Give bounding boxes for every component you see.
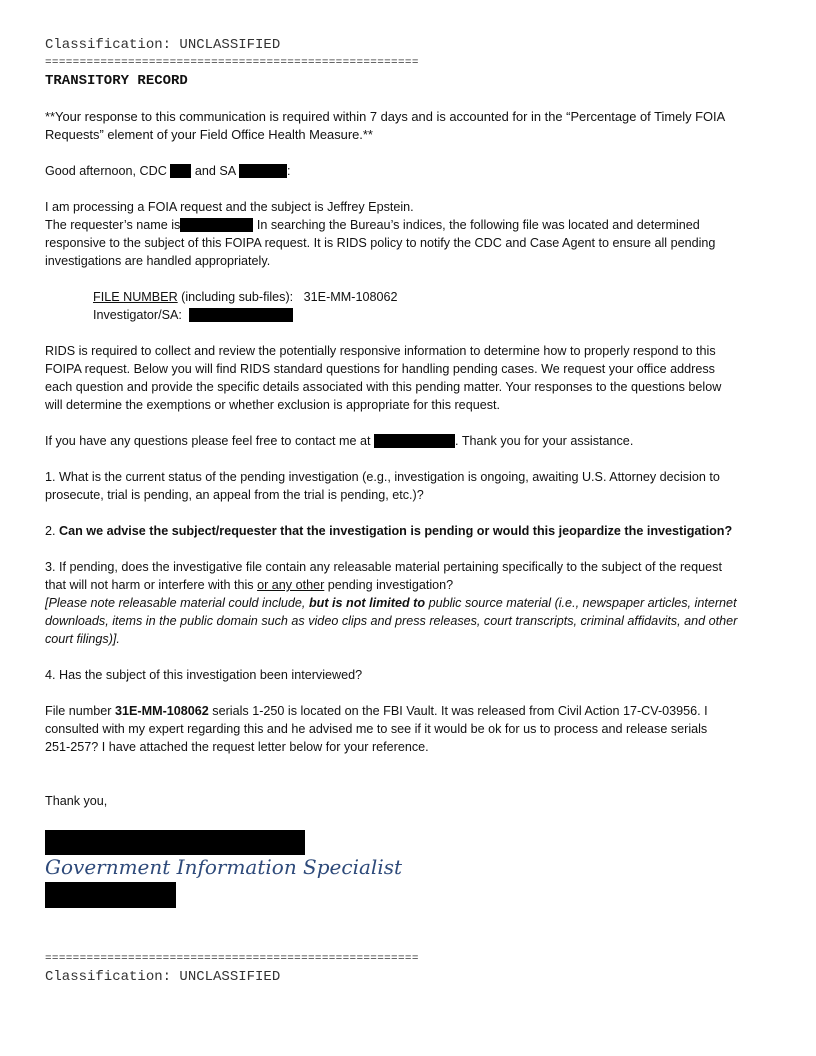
question-3-line-2-underline: or any other [257, 578, 325, 592]
question-1-line-1: 1. What is the current status of the pending investigation (e.g., investigation is ongoing, awaiting U.S. Attorney decision to [45, 470, 720, 484]
question-3-note-1-bold: but is not limited to [308, 596, 426, 610]
redaction-box [170, 164, 191, 178]
intro-line-4: investigations are handled appropriately. [45, 254, 271, 268]
intro-line-3: responsive to the subject of this FOIPA request. It is RIDS policy to notify the CDC and Case Agent to ensure all pending [45, 236, 716, 250]
notice-line-1: **Your response to this communication is required within 7 days and is accounted for in the “Percentage of Timely FOIA [45, 109, 726, 124]
file-number-suffix: (including sub-files): [177, 290, 294, 304]
greeting-suffix: : [286, 164, 291, 178]
vault-line-1 [45, 702, 708, 720]
question-3-line-2-prefix: that will not harm or interfere with this [45, 578, 258, 592]
question-3-note-1-prefix: [Please note releasable material could include, [45, 596, 309, 610]
intro-line-2 [45, 216, 700, 234]
question-3-line-2-suffix: pending investigation? [324, 578, 454, 592]
redaction-box [45, 882, 176, 908]
file-number-line [93, 288, 397, 306]
separator-rule-bottom: ====================================================== [45, 953, 419, 965]
redaction-box [239, 164, 287, 178]
question-4: 4. Has the subject of this investigation been interviewed? [45, 668, 363, 682]
contact-line [45, 432, 633, 450]
question-2-number: 2. [45, 524, 56, 538]
redaction-box [180, 218, 253, 232]
contact-suffix: . Thank you for your assistance. [455, 434, 634, 448]
signature-title: Government Information Specialist [45, 855, 403, 879]
question-3-line-1: 3. If pending, does the investigative file contain any releasable material pertaining specifically to the subject of the request [45, 560, 722, 574]
question-2-text: Can we advise the subject/requester that the investigation is pending or would this jeopardize the investigation? [59, 524, 733, 538]
greeting [45, 162, 290, 180]
notice-line-2: Requests” element of your Field Office Health Measure.** [45, 127, 373, 142]
classification-header: Classification: UNCLASSIFIED [45, 37, 281, 53]
redaction-box [189, 308, 293, 322]
rids-line-4: will determine the exemptions or whether exclusion is appropriate for this request. [45, 398, 500, 412]
contact-prefix: If you have any questions please feel free to contact me at [45, 434, 371, 448]
question-2 [45, 522, 732, 540]
closing-thanks: Thank you, [45, 794, 108, 808]
vault-line-2: consulted with my expert regarding this and he advised me to see if it would be ok for us to process and release serials [45, 722, 708, 736]
record-type-title: TRANSITORY RECORD [45, 73, 188, 89]
file-number-label: FILE NUMBER [93, 290, 178, 304]
classification-footer: Classification: UNCLASSIFIED [45, 969, 281, 985]
question-1-line-2: prosecute, trial is pending, an appeal from the trial is pending, etc.)? [45, 488, 424, 502]
intro-requester-prefix: The requester’s name is [45, 218, 181, 232]
redaction-box [45, 830, 305, 855]
question-3-note-3: court filings)]. [45, 632, 120, 646]
rids-line-3: each question and provide the specific details associated with this pending matter. Your responses to the questions below [45, 380, 722, 394]
vault-line-1-prefix: File number [45, 704, 115, 718]
question-3-line-2 [45, 576, 453, 594]
greeting-prefix: Good afternoon, CDC [45, 164, 167, 178]
vault-file-number: 31E-MM-108062 [115, 704, 209, 718]
question-3-note-1 [45, 594, 737, 612]
greeting-mid: and SA [194, 164, 236, 178]
intro-line-1: I am processing a FOIA request and the subject is Jeffrey Epstein. [45, 200, 414, 214]
investigator-label: Investigator/SA: [93, 308, 182, 322]
rids-line-1: RIDS is required to collect and review the potentially responsive information to determine how to properly respond to this [45, 344, 716, 358]
separator-rule-top: ====================================================== [45, 57, 419, 69]
vault-line-1-suffix: serials 1-250 is located on the FBI Vault. It was released from Civil Action 17-CV-03956. I [208, 704, 708, 718]
question-3-note-1-suffix: public source material (i.e., newspaper articles, internet [425, 596, 737, 610]
investigator-line [93, 306, 293, 324]
rids-line-2: FOIPA request. Below you will find RIDS standard questions for handling pending cases. We request your office address [45, 362, 715, 376]
redaction-box [374, 434, 455, 448]
vault-line-3: 251-257? I have attached the request letter below for your reference. [45, 740, 429, 754]
file-number-value: 31E-MM-108062 [303, 290, 398, 304]
intro-requester-suffix: In searching the Bureau’s indices, the following file was located and determined [256, 218, 700, 232]
question-3-note-2: downloads, items in the public domain such as video clips and press releases, court transcripts, criminal affidavits, and other [45, 614, 738, 628]
